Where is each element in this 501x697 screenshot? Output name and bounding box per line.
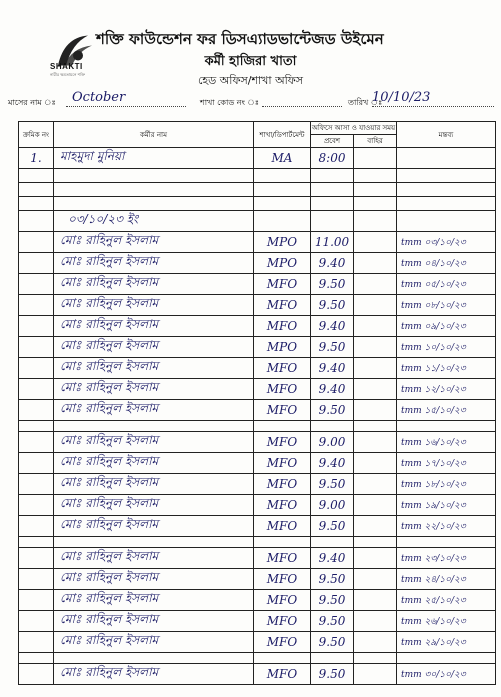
row-exit bbox=[354, 337, 397, 358]
table-row bbox=[19, 664, 496, 685]
month-label: মাসের নাম ঃ bbox=[8, 98, 56, 107]
blank-cell bbox=[311, 183, 354, 197]
row-entry: 9.50 bbox=[311, 516, 354, 537]
col-serial: ক্রমিক নং bbox=[19, 122, 54, 148]
row-branch: MFO bbox=[254, 358, 311, 379]
blank-cell bbox=[397, 421, 496, 432]
row-entry: 9.40 bbox=[311, 253, 354, 274]
row-serial bbox=[19, 495, 54, 516]
row-exit bbox=[354, 664, 397, 685]
row-remark: tmm ০৯/১০/২৩ bbox=[397, 316, 496, 337]
blank-row bbox=[19, 653, 496, 664]
table-row bbox=[19, 295, 496, 316]
blank-row bbox=[19, 183, 496, 197]
row-remark: tmm ১৯/১০/২৩ bbox=[397, 495, 496, 516]
row-name: মোঃ রাহিনুল ইসলাম bbox=[54, 337, 254, 358]
blank-cell bbox=[254, 421, 311, 432]
row-remark: tmm ২৫/১০/২৩ bbox=[397, 590, 496, 611]
logo-tagline: নারীর ক্ষমতায়নে শক্তি bbox=[50, 72, 86, 77]
row-entry: 9.50 bbox=[311, 400, 354, 421]
row-remark: tmm ০৮/১০/২৩ bbox=[397, 295, 496, 316]
blank-row bbox=[19, 537, 496, 548]
row-branch: MFO bbox=[254, 569, 311, 590]
attendance-table bbox=[18, 121, 496, 685]
blank-cell bbox=[397, 537, 496, 548]
blank-cell bbox=[397, 183, 496, 197]
row-name: মোঃ রাহিনুল ইসলাম bbox=[54, 400, 254, 421]
table-row bbox=[19, 632, 496, 653]
row-serial bbox=[19, 516, 54, 537]
row-serial bbox=[19, 316, 54, 337]
blank-cell bbox=[311, 197, 354, 211]
table-row bbox=[19, 379, 496, 400]
row-serial bbox=[19, 569, 54, 590]
row-name: মোঃ রাহিনুল ইসলাম bbox=[54, 664, 254, 685]
row-serial bbox=[19, 611, 54, 632]
row-exit bbox=[354, 232, 397, 253]
blank-row bbox=[19, 197, 496, 211]
row-remark: tmm ২২/১০/২৩ bbox=[397, 516, 496, 537]
row-exit bbox=[354, 148, 397, 169]
row-entry: 9.00 bbox=[311, 495, 354, 516]
table-row bbox=[19, 358, 496, 379]
blank-cell bbox=[311, 421, 354, 432]
row-name: মোঃ রাহিনুল ইসলাম bbox=[54, 358, 254, 379]
row-remark: tmm ১৭/১০/২৩ bbox=[397, 453, 496, 474]
row-branch: MFO bbox=[254, 453, 311, 474]
row-exit bbox=[354, 495, 397, 516]
row-exit bbox=[354, 358, 397, 379]
row-serial bbox=[19, 664, 54, 685]
row-name: মোঃ রাহিনুল ইসলাম bbox=[54, 590, 254, 611]
blank-cell bbox=[311, 537, 354, 548]
row-exit bbox=[354, 548, 397, 569]
table-row bbox=[19, 548, 496, 569]
table-row bbox=[19, 400, 496, 421]
blank-row bbox=[19, 421, 496, 432]
row-exit bbox=[354, 379, 397, 400]
row-remark: tmm ১০/১০/২৩ bbox=[397, 337, 496, 358]
row-branch: MA bbox=[254, 148, 311, 169]
row-serial bbox=[19, 379, 54, 400]
row-name: মোঃ রাহিনুল ইসলাম bbox=[54, 253, 254, 274]
blank-cell bbox=[311, 653, 354, 664]
blank-cell bbox=[254, 183, 311, 197]
row-serial bbox=[19, 474, 54, 495]
row-remark: tmm ১৮/১০/২৩ bbox=[397, 474, 496, 495]
row-entry: 9.40 bbox=[311, 316, 354, 337]
blank-cell bbox=[19, 211, 54, 232]
row-exit bbox=[354, 274, 397, 295]
row-entry: 11.00 bbox=[311, 232, 354, 253]
row-name: মোঃ রাহিনুল ইসলাম bbox=[54, 295, 254, 316]
row-remark: tmm ২৬/১০/২৩ bbox=[397, 611, 496, 632]
row-exit bbox=[354, 611, 397, 632]
row-serial bbox=[19, 232, 54, 253]
row-remark: tmm ৩০/১০/২৩ bbox=[397, 664, 496, 685]
row-exit bbox=[354, 632, 397, 653]
logo-text: SHAKTI bbox=[50, 62, 83, 71]
row-branch: MFO bbox=[254, 400, 311, 421]
row-serial bbox=[19, 590, 54, 611]
table-row bbox=[19, 569, 496, 590]
table-row bbox=[19, 232, 496, 253]
row-branch: MPO bbox=[254, 253, 311, 274]
row-entry: 9.50 bbox=[311, 664, 354, 685]
row-branch: MFO bbox=[254, 295, 311, 316]
row-name: মোঃ রাহিনুল ইসলাম bbox=[54, 379, 254, 400]
blank-cell bbox=[54, 653, 254, 664]
table-row bbox=[19, 453, 496, 474]
table-row bbox=[19, 516, 496, 537]
table-row bbox=[19, 253, 496, 274]
row-name: মোঃ রাহিনুল ইসলাম bbox=[54, 569, 254, 590]
col-time-group: অফিসে আসা ও যাওয়ার সময় bbox=[311, 122, 397, 135]
table-row bbox=[19, 274, 496, 295]
row-entry: 9.50 bbox=[311, 295, 354, 316]
row-remark: tmm ০৪/১০/২৩ bbox=[397, 253, 496, 274]
row-remark: tmm ২৩/১০/২৩ bbox=[397, 548, 496, 569]
col-name: কর্মীর নাম bbox=[54, 122, 254, 148]
blank-cell bbox=[354, 421, 397, 432]
row-exit bbox=[354, 295, 397, 316]
blank-cell bbox=[397, 653, 496, 664]
register-title: কর্মী হাজিরা খাতা bbox=[204, 54, 297, 69]
office-subtitle: হেড অফিস/শাখা অফিস bbox=[197, 74, 304, 87]
row-remark: tmm ২৪/১০/২৩ bbox=[397, 569, 496, 590]
row-name: মোঃ রাহিনুল ইসলাম bbox=[54, 432, 254, 453]
row-branch: MFO bbox=[254, 548, 311, 569]
blank-cell bbox=[54, 169, 254, 183]
blank-cell bbox=[354, 183, 397, 197]
table-row bbox=[19, 148, 496, 169]
col-branch: শাখা/ডিপার্টমেন্ট bbox=[254, 122, 311, 148]
row-branch: MFO bbox=[254, 664, 311, 685]
blank-cell bbox=[54, 537, 254, 548]
row-serial bbox=[19, 358, 54, 379]
row-remark bbox=[397, 148, 496, 169]
blank-cell bbox=[397, 211, 496, 232]
row-name: মোঃ রাহিনুল ইসলাম bbox=[54, 316, 254, 337]
row-entry: 9.40 bbox=[311, 453, 354, 474]
table-row bbox=[19, 590, 496, 611]
row-entry: 9.50 bbox=[311, 632, 354, 653]
row-entry: 9.50 bbox=[311, 590, 354, 611]
date-note-row bbox=[19, 211, 496, 232]
table-row bbox=[19, 474, 496, 495]
row-entry: 9.50 bbox=[311, 611, 354, 632]
row-remark: tmm ০৩/১০/২৩ bbox=[397, 232, 496, 253]
row-serial bbox=[19, 274, 54, 295]
row-branch: MPO bbox=[254, 232, 311, 253]
blank-cell bbox=[397, 169, 496, 183]
month-dotted-line bbox=[66, 106, 186, 107]
blank-cell bbox=[254, 169, 311, 183]
row-exit bbox=[354, 516, 397, 537]
row-entry: 9.40 bbox=[311, 548, 354, 569]
row-branch: MFO bbox=[254, 495, 311, 516]
col-exit: বাহির bbox=[354, 135, 397, 148]
row-serial bbox=[19, 548, 54, 569]
row-serial bbox=[19, 337, 54, 358]
blank-cell bbox=[254, 197, 311, 211]
row-exit bbox=[354, 474, 397, 495]
table-row bbox=[19, 432, 496, 453]
blank-cell bbox=[19, 421, 54, 432]
blank-cell bbox=[354, 197, 397, 211]
date-dotted-line bbox=[372, 106, 494, 107]
row-name: মাহমুদা মুনিয়া bbox=[54, 148, 254, 169]
row-remark: tmm ২৯/১০/২৩ bbox=[397, 632, 496, 653]
blank-cell bbox=[54, 183, 254, 197]
row-serial bbox=[19, 453, 54, 474]
row-entry: 9.00 bbox=[311, 432, 354, 453]
table-row bbox=[19, 495, 496, 516]
row-exit bbox=[354, 590, 397, 611]
row-serial: 1. bbox=[19, 148, 54, 169]
row-branch: MFO bbox=[254, 516, 311, 537]
row-entry: 9.40 bbox=[311, 379, 354, 400]
row-name: মোঃ রাহিনুল ইসলাম bbox=[54, 516, 254, 537]
row-branch: MFO bbox=[254, 611, 311, 632]
branch-dotted-line bbox=[262, 106, 342, 107]
row-exit bbox=[354, 453, 397, 474]
row-serial bbox=[19, 253, 54, 274]
row-branch: MFO bbox=[254, 274, 311, 295]
row-entry: 9.50 bbox=[311, 337, 354, 358]
row-remark: tmm ০৫/১০/২৩ bbox=[397, 274, 496, 295]
row-name: মোঃ রাহিনুল ইসলাম bbox=[54, 611, 254, 632]
row-name: মোঃ রাহিনুল ইসলাম bbox=[54, 495, 254, 516]
row-branch: MFO bbox=[254, 379, 311, 400]
row-serial bbox=[19, 432, 54, 453]
row-branch: MFO bbox=[254, 632, 311, 653]
row-exit bbox=[354, 400, 397, 421]
blank-cell bbox=[354, 653, 397, 664]
row-exit bbox=[354, 316, 397, 337]
blank-cell bbox=[254, 653, 311, 664]
row-entry: 9.50 bbox=[311, 274, 354, 295]
row-remark: tmm ১৫/১০/২৩ bbox=[397, 400, 496, 421]
row-exit bbox=[354, 253, 397, 274]
row-branch: MPO bbox=[254, 337, 311, 358]
row-exit bbox=[354, 432, 397, 453]
blank-cell bbox=[311, 211, 354, 232]
date-value: 10/10/23 bbox=[372, 90, 431, 105]
col-remark: মন্তব্য bbox=[397, 122, 496, 148]
blank-cell bbox=[19, 183, 54, 197]
org-name: শক্তি ফাউন্ডেশন ফর ডিসএ্যাডভান্টেজড উইমেন bbox=[96, 30, 384, 48]
row-branch: MFO bbox=[254, 590, 311, 611]
row-name: মোঃ রাহিনুল ইসলাম bbox=[54, 548, 254, 569]
table-row bbox=[19, 316, 496, 337]
row-entry: 9.50 bbox=[311, 569, 354, 590]
row-exit bbox=[354, 569, 397, 590]
row-entry: 9.50 bbox=[311, 474, 354, 495]
blank-cell bbox=[397, 197, 496, 211]
row-entry: 9.40 bbox=[311, 358, 354, 379]
blank-cell bbox=[254, 537, 311, 548]
blank-cell bbox=[19, 537, 54, 548]
row-branch: MFO bbox=[254, 432, 311, 453]
row-name: মোঃ রাহিনুল ইসলাম bbox=[54, 274, 254, 295]
row-name: মোঃ রাহিনুল ইসলাম bbox=[54, 232, 254, 253]
row-name: মোঃ রাহিনুল ইসলাম bbox=[54, 453, 254, 474]
row-name: মোঃ রাহিনুল ইসলাম bbox=[54, 632, 254, 653]
blank-cell bbox=[254, 211, 311, 232]
date-label: তারিখ ঃ bbox=[348, 98, 383, 107]
blank-cell bbox=[19, 197, 54, 211]
blank-cell bbox=[54, 421, 254, 432]
blank-row bbox=[19, 169, 496, 183]
row-serial bbox=[19, 295, 54, 316]
row-remark: tmm ১১/১০/২৩ bbox=[397, 358, 496, 379]
month-value: October bbox=[72, 90, 126, 105]
blank-cell bbox=[19, 169, 54, 183]
row-branch: MFO bbox=[254, 316, 311, 337]
blank-cell bbox=[311, 169, 354, 183]
blank-cell bbox=[54, 197, 254, 211]
table-row bbox=[19, 611, 496, 632]
blank-cell bbox=[354, 169, 397, 183]
row-entry: 8:00 bbox=[311, 148, 354, 169]
row-branch: MFO bbox=[254, 474, 311, 495]
row-remark: tmm ১৬/১০/২৩ bbox=[397, 432, 496, 453]
blank-cell bbox=[354, 537, 397, 548]
table-row bbox=[19, 337, 496, 358]
row-serial bbox=[19, 400, 54, 421]
blank-cell bbox=[19, 653, 54, 664]
branch-code-label: শাখা কোড নং ঃ bbox=[200, 98, 259, 107]
row-serial bbox=[19, 632, 54, 653]
row-name: মোঃ রাহিনুল ইসলাম bbox=[54, 474, 254, 495]
date-note: ০৩/১০/২৩ ইং bbox=[54, 211, 254, 232]
col-entry: প্রবেশ bbox=[311, 135, 354, 148]
blank-cell bbox=[354, 211, 397, 232]
row-remark: tmm ১২/১০/২৩ bbox=[397, 379, 496, 400]
